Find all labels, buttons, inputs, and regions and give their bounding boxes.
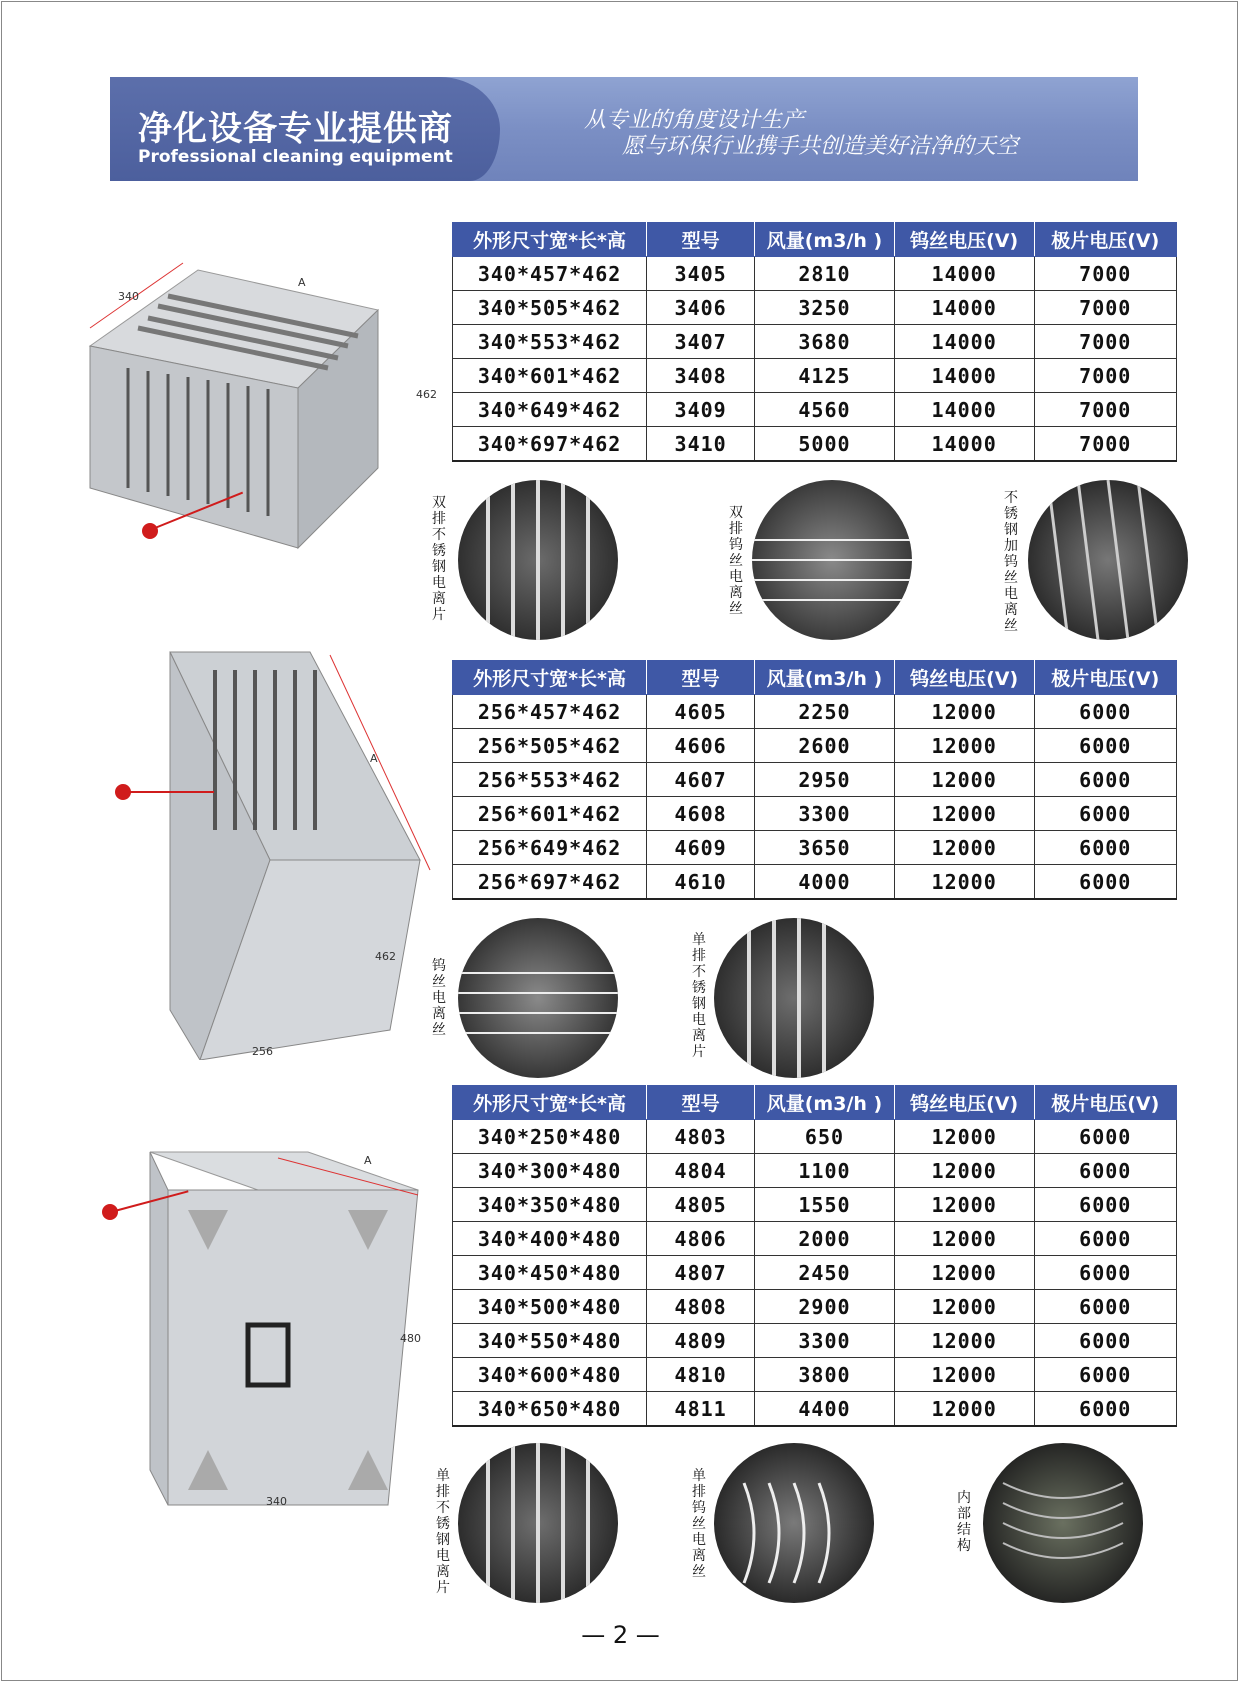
table-cell: 340*457*462 [453, 257, 647, 291]
column-header: 型号 [647, 223, 755, 257]
table-row [453, 797, 1177, 831]
table-cell: 12000 [894, 1290, 1034, 1324]
table-cell: 2000 [755, 1222, 895, 1256]
column-header: 风量(m3/h ) [755, 223, 895, 257]
table-cell: 3800 [755, 1358, 895, 1392]
table-cell: 3406 [647, 291, 755, 325]
detail-photo [983, 1443, 1143, 1603]
table-cell: 12000 [894, 1392, 1034, 1427]
table-cell: 256*457*462 [453, 695, 647, 729]
table-row [453, 359, 1177, 393]
table-cell: 2950 [755, 763, 895, 797]
column-header: 风量(m3/h ) [755, 1086, 895, 1120]
table-cell: 2600 [755, 729, 895, 763]
table-cell: 340*450*480 [453, 1256, 647, 1290]
table-cell: 4606 [647, 729, 755, 763]
table-cell: 12000 [894, 831, 1034, 865]
detail-photo [752, 480, 912, 640]
table-cell: 340*600*480 [453, 1358, 647, 1392]
table-cell: 12000 [894, 1256, 1034, 1290]
table-cell: 6000 [1034, 1324, 1176, 1358]
table-cell: 4125 [755, 359, 895, 393]
detail-label: 钨丝电离丝 [432, 958, 446, 1038]
callout-dot [142, 523, 158, 539]
table-cell: 4803 [647, 1120, 755, 1154]
spec-table-1 [452, 222, 1177, 462]
column-header: 钨丝电压(V) [894, 1086, 1034, 1120]
table-cell: 6000 [1034, 729, 1176, 763]
column-header: 钨丝电压(V) [894, 223, 1034, 257]
banner-subtitle: Professional cleaning equipment [138, 147, 453, 167]
table-cell: 6000 [1034, 695, 1176, 729]
table-cell: 4811 [647, 1392, 755, 1427]
dimension-label: A [298, 276, 306, 289]
callout-dot [115, 784, 131, 800]
table-cell: 256*601*462 [453, 797, 647, 831]
table-cell: 340*400*480 [453, 1222, 647, 1256]
callout-dot [102, 1204, 118, 1220]
table-cell: 2250 [755, 695, 895, 729]
spec-table-3 [452, 1085, 1177, 1427]
column-header: 外形尺寸宽*长*高 [453, 223, 647, 257]
table-row [453, 1222, 1177, 1256]
table-cell: 14000 [894, 393, 1034, 427]
detail-label: 双排钨丝电离丝 [729, 505, 743, 617]
detail-label: 不锈钢加钨丝电离丝 [1004, 490, 1018, 634]
table-row [453, 1290, 1177, 1324]
detail-photo [714, 1443, 874, 1603]
table-cell: 6000 [1034, 763, 1176, 797]
product-photo-1 [78, 258, 440, 554]
banner-slogan-line1: 从专业的角度设计生产 [584, 108, 805, 133]
table-cell: 4609 [647, 831, 755, 865]
product-photo-2 [160, 650, 442, 1060]
table-cell: 3409 [647, 393, 755, 427]
detail-photo [458, 1443, 618, 1603]
table-cell: 340*697*462 [453, 427, 647, 462]
table-cell: 7000 [1034, 359, 1176, 393]
table-cell: 340*500*480 [453, 1290, 647, 1324]
table-cell: 12000 [894, 1154, 1034, 1188]
table-cell: 340*553*462 [453, 325, 647, 359]
table-cell: 3300 [755, 797, 895, 831]
table-cell: 12000 [894, 1120, 1034, 1154]
table-cell: 6000 [1034, 1358, 1176, 1392]
banner-slogan-line2: 愿与环保行业携手共创造美好洁净的天空 [622, 134, 1019, 159]
detail-label: 内部结构 [957, 1490, 971, 1554]
table-cell: 340*250*480 [453, 1120, 647, 1154]
table-cell: 7000 [1034, 427, 1176, 462]
dimension-label: 340 [266, 1495, 287, 1508]
table-cell: 3300 [755, 1324, 895, 1358]
header-banner [110, 77, 1138, 181]
table-cell: 6000 [1034, 1392, 1176, 1427]
product-photo-3 [148, 1150, 434, 1512]
detail-label: 双排不锈钢电离片 [432, 495, 446, 623]
detail-photo [458, 480, 618, 640]
table-header-row [453, 1086, 1177, 1120]
detail-photo [458, 918, 618, 1078]
table-row [453, 1154, 1177, 1188]
table-cell: 6000 [1034, 1256, 1176, 1290]
table-cell: 6000 [1034, 831, 1176, 865]
table-cell: 12000 [894, 695, 1034, 729]
table-row [453, 393, 1177, 427]
table-cell: 6000 [1034, 865, 1176, 900]
table-cell: 4804 [647, 1154, 755, 1188]
table-cell: 1100 [755, 1154, 895, 1188]
table-cell: 14000 [894, 257, 1034, 291]
table-row [453, 291, 1177, 325]
table-row [453, 1120, 1177, 1154]
table-cell: 6000 [1034, 1290, 1176, 1324]
table-cell: 7000 [1034, 325, 1176, 359]
column-header: 外形尺寸宽*长*高 [453, 1086, 647, 1120]
dimension-label: 462 [416, 388, 437, 401]
table-row [453, 763, 1177, 797]
dimension-label: A [370, 752, 378, 765]
table-cell: 6000 [1034, 1222, 1176, 1256]
table-header-row [453, 661, 1177, 695]
column-header: 极片电压(V) [1034, 223, 1176, 257]
table-cell: 14000 [894, 427, 1034, 462]
table-cell: 4808 [647, 1290, 755, 1324]
table-cell: 12000 [894, 797, 1034, 831]
table-cell: 14000 [894, 325, 1034, 359]
detail-label: 单排不锈钢电离片 [692, 932, 706, 1060]
table-cell: 14000 [894, 359, 1034, 393]
column-header: 钨丝电压(V) [894, 661, 1034, 695]
table-cell: 3405 [647, 257, 755, 291]
table-cell: 3650 [755, 831, 895, 865]
table-cell: 340*505*462 [453, 291, 647, 325]
table-cell: 6000 [1034, 1154, 1176, 1188]
table-row [453, 257, 1177, 291]
table-header-row [453, 223, 1177, 257]
table-cell: 12000 [894, 1324, 1034, 1358]
table-cell: 6000 [1034, 1188, 1176, 1222]
table-cell: 2900 [755, 1290, 895, 1324]
table-cell: 340*601*462 [453, 359, 647, 393]
table-cell: 7000 [1034, 291, 1176, 325]
dimension-label: 462 [375, 950, 396, 963]
table-cell: 3407 [647, 325, 755, 359]
table-cell: 3680 [755, 325, 895, 359]
detail-photo [714, 918, 874, 1078]
table-cell: 7000 [1034, 393, 1176, 427]
table-cell: 4807 [647, 1256, 755, 1290]
table-row [453, 729, 1177, 763]
table-cell: 340*649*462 [453, 393, 647, 427]
table-cell: 3250 [755, 291, 895, 325]
table-row [453, 831, 1177, 865]
table-cell: 12000 [894, 1358, 1034, 1392]
detail-label: 单排不锈钢电离片 [436, 1468, 450, 1596]
callout-line [124, 791, 214, 793]
table-cell: 4560 [755, 393, 895, 427]
table-cell: 6000 [1034, 1120, 1176, 1154]
table-cell: 4806 [647, 1222, 755, 1256]
table-cell: 6000 [1034, 797, 1176, 831]
table-row [453, 1188, 1177, 1222]
table-cell: 12000 [894, 865, 1034, 900]
table-row [453, 427, 1177, 462]
table-row [453, 865, 1177, 900]
table-cell: 256*505*462 [453, 729, 647, 763]
table-row [453, 325, 1177, 359]
table-cell: 4810 [647, 1358, 755, 1392]
table-cell: 2450 [755, 1256, 895, 1290]
table-cell: 4400 [755, 1392, 895, 1427]
table-cell: 340*300*480 [453, 1154, 647, 1188]
spec-table-2 [452, 660, 1177, 900]
detail-label: 单排钨丝电离丝 [692, 1468, 706, 1580]
table-cell: 12000 [894, 763, 1034, 797]
table-row [453, 1358, 1177, 1392]
table-row [453, 1392, 1177, 1427]
column-header: 型号 [647, 661, 755, 695]
table-cell: 3410 [647, 427, 755, 462]
detail-photo [1028, 480, 1188, 640]
dimension-label: A [364, 1154, 372, 1167]
table-cell: 256*649*462 [453, 831, 647, 865]
column-header: 风量(m3/h ) [755, 661, 895, 695]
dimension-label: 480 [400, 1332, 421, 1345]
table-cell: 12000 [894, 729, 1034, 763]
table-cell: 256*553*462 [453, 763, 647, 797]
table-row [453, 1324, 1177, 1358]
table-cell: 256*697*462 [453, 865, 647, 900]
table-cell: 3408 [647, 359, 755, 393]
table-cell: 650 [755, 1120, 895, 1154]
table-cell: 4608 [647, 797, 755, 831]
table-cell: 340*550*480 [453, 1324, 647, 1358]
table-cell: 4809 [647, 1324, 755, 1358]
table-cell: 340*350*480 [453, 1188, 647, 1222]
table-row [453, 1256, 1177, 1290]
table-cell: 4000 [755, 865, 895, 900]
table-cell: 4610 [647, 865, 755, 900]
table-row [453, 695, 1177, 729]
table-cell: 1550 [755, 1188, 895, 1222]
table-cell: 4805 [647, 1188, 755, 1222]
table-cell: 4607 [647, 763, 755, 797]
table-cell: 7000 [1034, 257, 1176, 291]
page-number: — 2 — [581, 1621, 660, 1649]
table-cell: 340*650*480 [453, 1392, 647, 1427]
dimension-label: 256 [252, 1045, 273, 1058]
table-cell: 4605 [647, 695, 755, 729]
banner-title: 净化设备专业提供商 [138, 109, 453, 149]
column-header: 极片电压(V) [1034, 1086, 1176, 1120]
table-cell: 12000 [894, 1222, 1034, 1256]
column-header: 型号 [647, 1086, 755, 1120]
table-cell: 14000 [894, 291, 1034, 325]
column-header: 极片电压(V) [1034, 661, 1176, 695]
table-cell: 2810 [755, 257, 895, 291]
table-cell: 12000 [894, 1188, 1034, 1222]
column-header: 外形尺寸宽*长*高 [453, 661, 647, 695]
dimension-label: 340 [118, 290, 139, 303]
table-cell: 5000 [755, 427, 895, 462]
